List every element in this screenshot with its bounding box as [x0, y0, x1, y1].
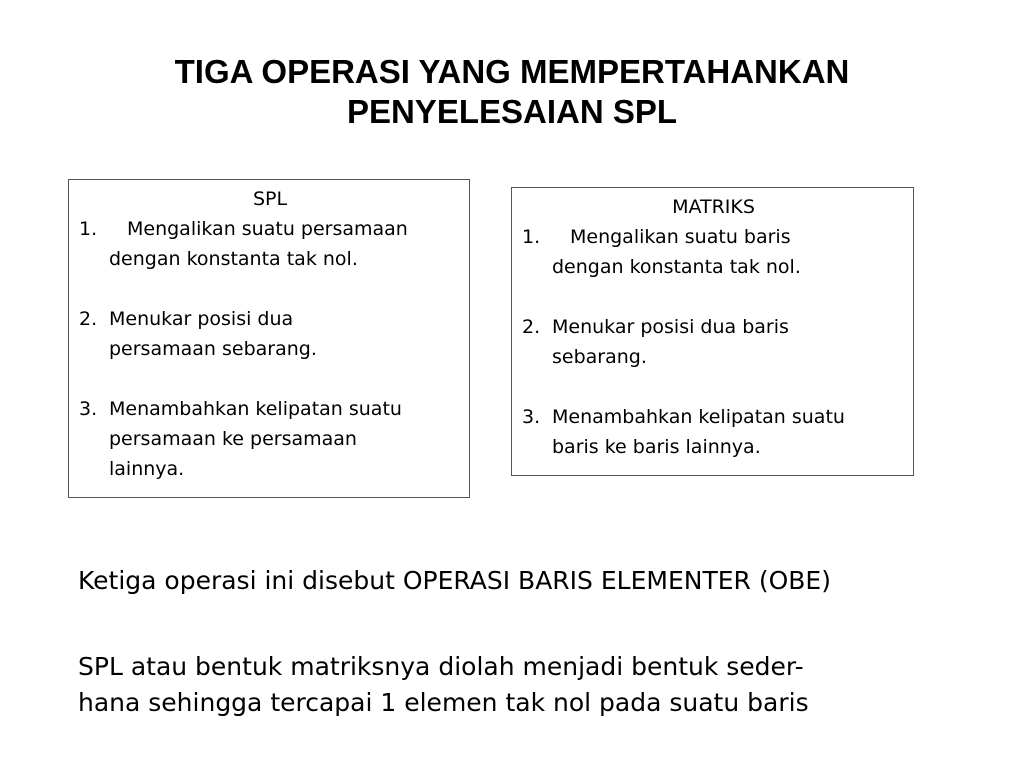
simplification-statement	[78, 649, 809, 721]
item-text-continued: persamaan ke persamaan	[109, 428, 357, 450]
spl-item-3	[79, 394, 461, 424]
title-line-1: TIGA OPERASI YANG MEMPERTAHANKAN	[174, 53, 850, 90]
item-text-continued: baris ke baris lainnya.	[552, 436, 761, 458]
item-text: Menukar posisi dua baris	[552, 316, 789, 338]
item-number: 2.	[79, 308, 98, 330]
title-line-2: PENYELESAIAN SPL	[346, 93, 678, 130]
item-number: 3.	[79, 398, 98, 420]
item-number: 2.	[522, 316, 541, 338]
item-text: Mengalikan suatu baris	[570, 226, 791, 248]
matriks-heading: MATRIKS	[672, 196, 755, 218]
spl-item-2	[79, 304, 461, 334]
item-text: Menambahkan kelipatan suatu	[552, 406, 845, 428]
item-number: 1.	[79, 218, 98, 240]
spl-item-1	[79, 214, 461, 244]
item-text: Menukar posisi dua	[109, 308, 294, 330]
item-text-continued: sebarang.	[552, 346, 647, 368]
item-text-continued: persamaan sebarang.	[109, 338, 317, 360]
spl-operations-box	[68, 179, 470, 498]
simplification-line-1: SPL atau bentuk matriksnya diolah menjadi bentuk seder-	[78, 652, 804, 681]
item-text: Menambahkan kelipatan suatu	[109, 398, 402, 420]
item-text-continued: lainnya.	[109, 458, 185, 480]
slide-title	[0, 52, 1024, 132]
matriks-operations-box	[511, 187, 914, 476]
matriks-item-3	[522, 402, 905, 432]
matriks-item-1	[522, 222, 905, 252]
item-text-continued: dengan konstanta tak nol.	[552, 256, 801, 278]
matriks-item-2	[522, 312, 905, 342]
spl-heading: SPL	[252, 188, 288, 210]
item-text: Mengalikan suatu persamaan	[127, 218, 408, 240]
obe-statement: Ketiga operasi ini disebut OPERASI BARIS ELEMENTER (OBE)	[78, 566, 831, 595]
item-number: 3.	[522, 406, 541, 428]
item-number: 1.	[522, 226, 541, 248]
item-text-continued: dengan konstanta tak nol.	[109, 248, 358, 270]
simplification-line-2: hana sehingga tercapai 1 elemen tak nol pada suatu baris	[78, 688, 809, 717]
